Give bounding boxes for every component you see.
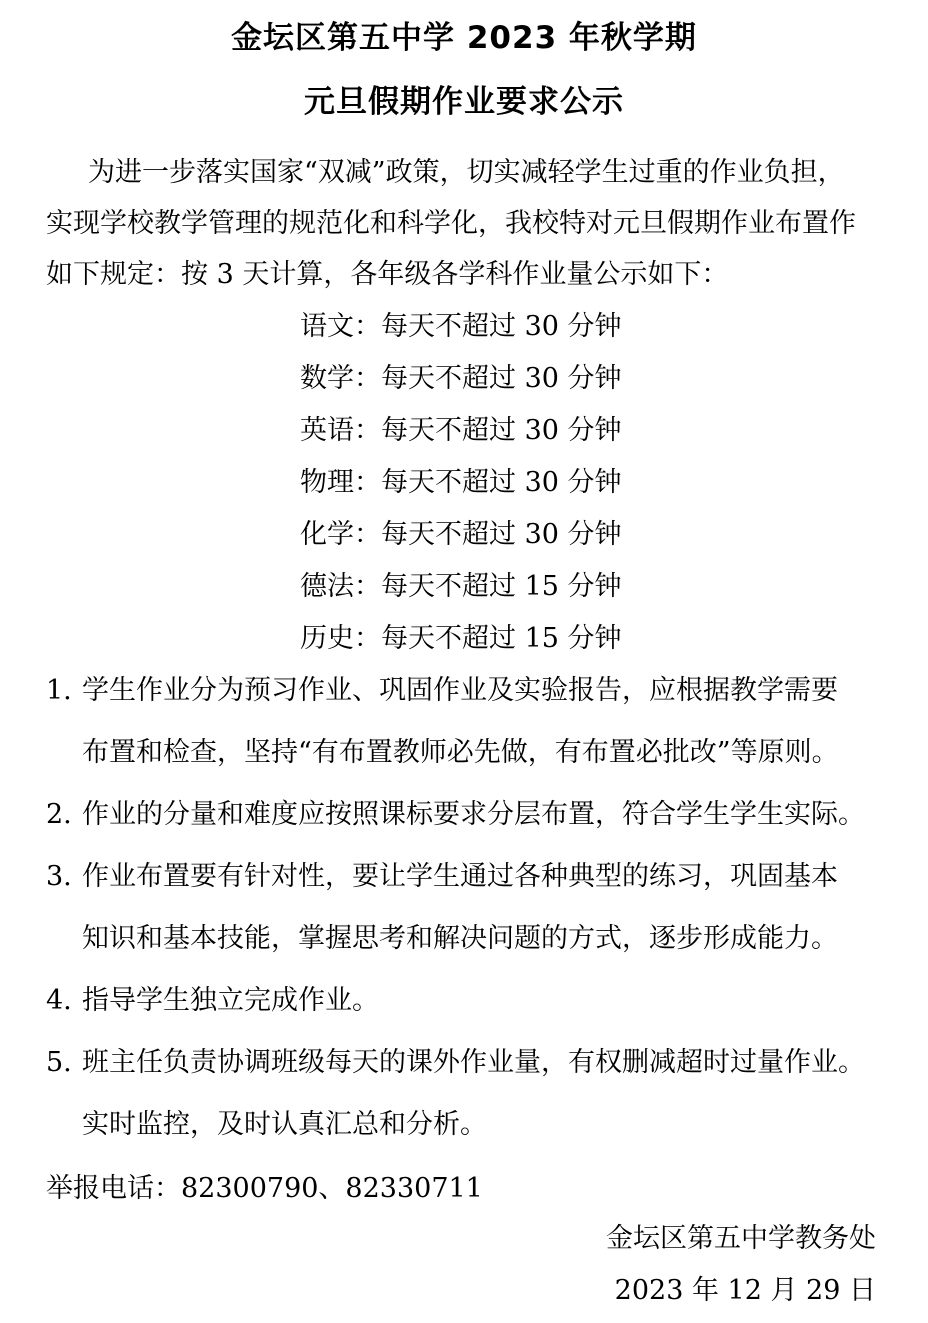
- issuing-office: 金坛区第五中学教务处: [606, 1223, 876, 1254]
- subject-item-history: 历史：每天不超过 15 分钟: [300, 623, 622, 654]
- rule-text: 作业的分量和难度应按照课标要求分层布置，符合学生学生实际。: [82, 799, 865, 830]
- subject-item-chemistry: 化学：每天不超过 30 分钟: [300, 519, 622, 550]
- intro-line-1: 为进一步落实国家“双减”政策，切实减轻学生过重的作业负担，: [88, 157, 845, 188]
- subject-item-physics: 物理：每天不超过 30 分钟: [300, 467, 622, 498]
- document-title-line1: 金坛区第五中学 2023 年秋学期: [231, 20, 697, 56]
- rule-number: 5.: [46, 1047, 72, 1078]
- document-title-line2: 元旦假期作业要求公示: [304, 84, 624, 120]
- rule-text: 班主任负责协调班级每天的课外作业量，有权删减超时过量作业。: [82, 1047, 865, 1078]
- rule-item-1: [46, 676, 906, 706]
- subject-item-english: 英语：每天不超过 30 分钟: [300, 415, 622, 446]
- report-hotline: 举报电话：82300790、82330711: [46, 1173, 483, 1204]
- rule-number: 2.: [46, 799, 72, 830]
- intro-line-3: 如下规定：按 3 天计算，各年级各学科作业量公示如下：: [46, 259, 729, 290]
- subject-item-morality-law: 德法：每天不超过 15 分钟: [300, 571, 622, 602]
- rule-item-2: [46, 800, 906, 830]
- rule-text: 学生作业分为预习作业、巩固作业及实验报告，应根据教学需要: [82, 675, 838, 706]
- subject-time-list: [300, 312, 660, 676]
- issue-date: 2023 年 12 月 29 日: [614, 1275, 876, 1306]
- subject-item-math: 数学：每天不超过 30 分钟: [300, 363, 622, 394]
- rule-item-3: [46, 862, 906, 892]
- intro-line-2: 实现学校教学管理的规范化和科学化，我校特对元旦假期作业布置作: [46, 208, 856, 239]
- subject-item-chinese: 语文：每天不超过 30 分钟: [300, 311, 622, 342]
- rule-text: 作业布置要有针对性，要让学生通过各种典型的练习，巩固基本: [82, 861, 838, 892]
- rule-item-4: [46, 986, 906, 1016]
- rule-text: 指导学生独立完成作业。: [82, 985, 379, 1016]
- rule-item-3-continuation: 知识和基本技能，掌握思考和解决问题的方式，逐步形成能力。: [82, 923, 838, 954]
- rule-item-5-continuation: 实时监控，及时认真汇总和分析。: [82, 1109, 487, 1140]
- rule-number: 3.: [46, 861, 72, 892]
- rule-item-5: [46, 1048, 906, 1078]
- rule-item-1-continuation: 布置和检查，坚持“有布置教师必先做，有布置必批改”等原则。: [82, 737, 839, 768]
- rule-number: 4.: [46, 985, 72, 1016]
- rule-number: 1.: [46, 675, 72, 706]
